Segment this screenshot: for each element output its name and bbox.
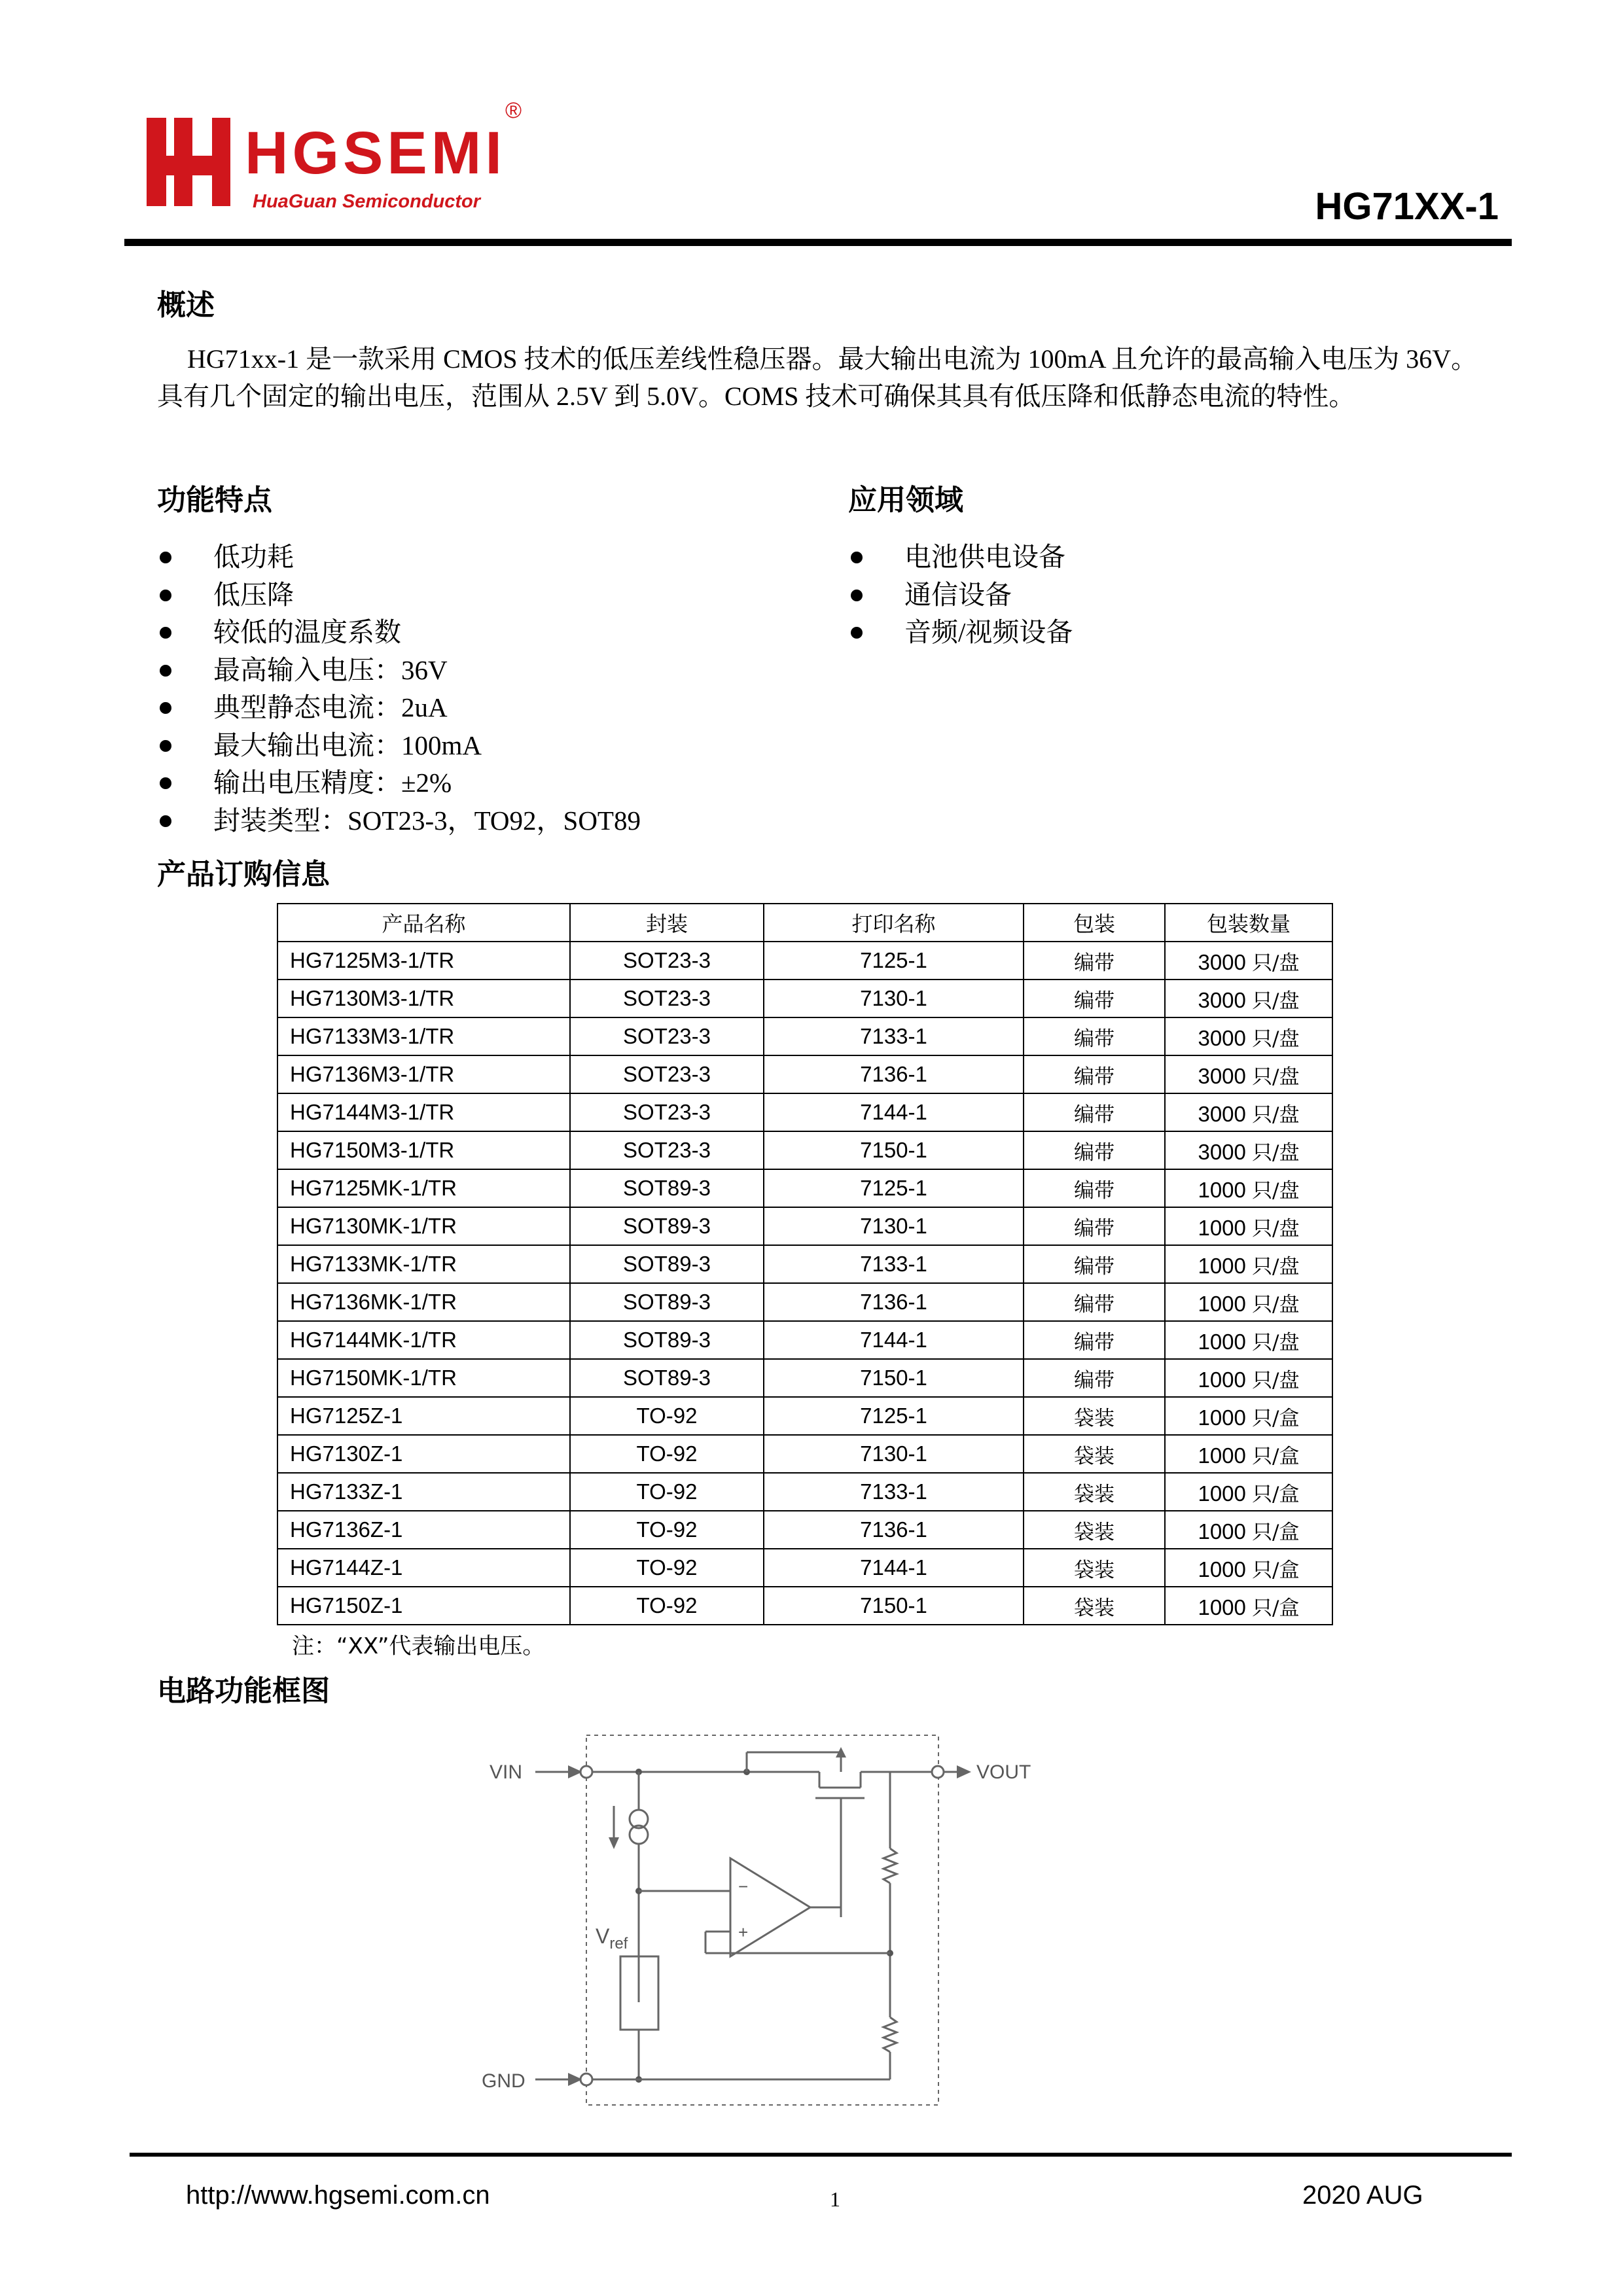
column-header: 产品名称 — [277, 904, 570, 942]
table-cell: HG7133M3-1/TR — [277, 1017, 570, 1055]
logo-bar-left — [147, 118, 166, 206]
table-cell: 7144-1 — [764, 1321, 1024, 1359]
table-cell: 编带 — [1024, 1017, 1165, 1055]
quantity-value: 1000 — [1198, 1291, 1253, 1316]
application-item: 电池供电设备 — [848, 539, 1073, 576]
table-cell: 编带 — [1024, 1055, 1165, 1093]
quantity-value: 1000 — [1198, 1177, 1253, 1202]
table-cell: HG7133MK-1/TR — [277, 1245, 570, 1283]
table-row — [277, 1473, 1332, 1511]
feature-item: 较低的温度系数 — [157, 614, 641, 652]
table-cell: HG7136M3-1/TR — [277, 1055, 570, 1093]
table-cell: SOT23-3 — [570, 1055, 764, 1093]
table-cell: 袋装 — [1024, 1549, 1165, 1587]
table-cell: 袋装 — [1024, 1511, 1165, 1549]
table-cell: 编带 — [1024, 1207, 1165, 1245]
quantity-value: 1000 — [1198, 1557, 1253, 1581]
logo-subtitle: HuaGuan Semiconductor — [253, 191, 481, 212]
registered-mark: ® — [505, 98, 522, 123]
table-cell: 7125-1 — [764, 942, 1024, 980]
table-cell: 编带 — [1024, 980, 1165, 1017]
quantity-unit: 只/盒 — [1252, 1482, 1300, 1506]
amp-minus-label: − — [738, 1877, 749, 1896]
column-header: 包装数量 — [1165, 904, 1332, 942]
quantity-unit: 只/盘 — [1252, 1368, 1300, 1392]
table-cell — [1165, 1511, 1332, 1549]
table-row — [277, 1207, 1332, 1245]
applications-list — [848, 539, 1073, 652]
table-cell: HG7130MK-1/TR — [277, 1207, 570, 1245]
table-cell: SOT23-3 — [570, 1131, 764, 1169]
table-cell: 7150-1 — [764, 1587, 1024, 1625]
logo-brand-text: HGSEMI — [245, 120, 506, 186]
table-cell: HG7125Z-1 — [277, 1397, 570, 1435]
table-cell — [1165, 1473, 1332, 1511]
feature-item: 最大输出电流：100mA — [157, 727, 641, 765]
table-cell: 7133-1 — [764, 1245, 1024, 1283]
table-cell: SOT89-3 — [570, 1321, 764, 1359]
table-cell: TO-92 — [570, 1549, 764, 1587]
gnd-label: GND — [482, 2070, 526, 2092]
quantity-unit: 只/盒 — [1252, 1406, 1300, 1430]
quantity-value: 1000 — [1198, 1405, 1253, 1430]
overview-heading: 概述 — [157, 289, 215, 322]
table-row — [277, 1055, 1332, 1093]
table-cell: 编带 — [1024, 1359, 1165, 1397]
table-cell: HG7150Z-1 — [277, 1587, 570, 1625]
table-cell: HG7125MK-1/TR — [277, 1169, 570, 1207]
table-cell: HG7130M3-1/TR — [277, 980, 570, 1017]
table-cell: TO-92 — [570, 1397, 764, 1435]
table-row — [277, 942, 1332, 980]
quantity-unit: 只/盒 — [1252, 1444, 1300, 1468]
table-cell — [1165, 1397, 1332, 1435]
table-cell: SOT23-3 — [570, 942, 764, 980]
bullet-icon — [160, 815, 171, 827]
quantity-unit: 只/盘 — [1252, 1178, 1300, 1203]
table-cell: TO-92 — [570, 1473, 764, 1511]
logo-bar-join — [166, 156, 174, 175]
table-cell: HG7136Z-1 — [277, 1511, 570, 1549]
quantity-unit: 只/盘 — [1252, 1103, 1300, 1127]
vin-label: VIN — [490, 1761, 523, 1783]
footer-divider — [130, 2153, 1512, 2157]
page-number: 1 — [830, 2187, 840, 2211]
table-row — [277, 1397, 1332, 1435]
quantity-value: 1000 — [1198, 1253, 1253, 1278]
table-row — [277, 1169, 1332, 1207]
table-cell: 编带 — [1024, 1283, 1165, 1321]
table-header-row — [277, 904, 1332, 942]
feature-item: 典型静态电流：2uA — [157, 689, 641, 727]
table-cell: 7125-1 — [764, 1397, 1024, 1435]
bullet-icon — [851, 590, 863, 601]
quantity-value: 1000 — [1198, 1367, 1253, 1392]
quantity-value: 3000 — [1198, 1139, 1253, 1164]
table-cell: 7133-1 — [764, 1017, 1024, 1055]
table-cell: 袋装 — [1024, 1587, 1165, 1625]
table-cell — [1165, 1587, 1332, 1625]
quantity-unit: 只/盘 — [1252, 1140, 1300, 1165]
bullet-icon — [160, 665, 171, 677]
quantity-value: 3000 — [1198, 1063, 1253, 1088]
table-row — [277, 980, 1332, 1017]
logo-bar-cross — [192, 156, 212, 175]
table-cell: 袋装 — [1024, 1473, 1165, 1511]
table-cell — [1165, 1321, 1332, 1359]
resistor-top-icon — [883, 1848, 897, 1883]
table-cell: HG7150M3-1/TR — [277, 1131, 570, 1169]
table-row — [277, 1131, 1332, 1169]
bullet-icon — [160, 552, 171, 563]
quantity-unit: 只/盘 — [1252, 1065, 1300, 1089]
bullet-icon — [851, 552, 863, 563]
quantity-unit: 只/盘 — [1252, 1027, 1300, 1051]
quantity-value: 1000 — [1198, 1481, 1253, 1506]
quantity-unit: 只/盒 — [1252, 1558, 1300, 1582]
table-cell: 7130-1 — [764, 1207, 1024, 1245]
table-cell — [1165, 1169, 1332, 1207]
feature-item: 低压降 — [157, 576, 641, 614]
table-cell: SOT89-3 — [570, 1283, 764, 1321]
quantity-unit: 只/盘 — [1252, 951, 1300, 975]
table-cell — [1165, 1017, 1332, 1055]
quantity-unit: 只/盒 — [1252, 1520, 1300, 1544]
table-row — [277, 1017, 1332, 1055]
table-body — [277, 942, 1332, 1625]
table-row — [277, 1321, 1332, 1359]
table-cell: SOT89-3 — [570, 1169, 764, 1207]
table-cell: HG7136MK-1/TR — [277, 1283, 570, 1321]
features-list — [157, 539, 641, 839]
table-cell — [1165, 1131, 1332, 1169]
table-row — [277, 1245, 1332, 1283]
table-cell — [1165, 1359, 1332, 1397]
feature-item: 最高输入电压：36V — [157, 652, 641, 690]
table-row — [277, 1283, 1332, 1321]
bullet-icon — [160, 702, 171, 714]
company-logo — [147, 98, 533, 222]
table-cell: 袋装 — [1024, 1435, 1165, 1473]
table-row — [277, 1511, 1332, 1549]
vout-arrow-icon — [957, 1765, 971, 1778]
logo-bar-mid — [174, 118, 192, 206]
quantity-value: 3000 — [1198, 949, 1253, 974]
table-cell: 7136-1 — [764, 1283, 1024, 1321]
table-note: 注：“XX”代表输出电压。 — [292, 1633, 545, 1659]
resistor-bottom-icon — [883, 2017, 897, 2052]
table-row — [277, 1549, 1332, 1587]
quantity-unit: 只/盘 — [1252, 989, 1300, 1013]
bullet-icon — [160, 777, 171, 789]
table-cell: 7144-1 — [764, 1093, 1024, 1131]
table-cell: HG7144MK-1/TR — [277, 1321, 570, 1359]
table-cell: 7150-1 — [764, 1131, 1024, 1169]
block-diagram-heading: 电路功能框图 — [157, 1674, 330, 1708]
table-cell: TO-92 — [570, 1587, 764, 1625]
table-cell: TO-92 — [570, 1511, 764, 1549]
table-cell: 7144-1 — [764, 1549, 1024, 1587]
feature-item: 输出电压精度：±2% — [157, 764, 641, 802]
table-cell: HG7144M3-1/TR — [277, 1093, 570, 1131]
table-cell: HG7125M3-1/TR — [277, 942, 570, 980]
table-cell: 7136-1 — [764, 1055, 1024, 1093]
table-cell: 编带 — [1024, 1093, 1165, 1131]
gnd-pin — [580, 2074, 592, 2085]
block-diagram — [471, 1727, 1060, 2113]
table-cell: 7130-1 — [764, 980, 1024, 1017]
table-cell — [1165, 942, 1332, 980]
current-arrow-icon — [609, 1837, 619, 1849]
table-cell — [1165, 1245, 1332, 1283]
table-cell — [1165, 1093, 1332, 1131]
table-cell: TO-92 — [570, 1435, 764, 1473]
table-cell — [1165, 980, 1332, 1017]
table-cell — [1165, 1435, 1332, 1473]
footer-date: 2020 AUG — [1302, 2181, 1423, 2210]
quantity-value: 1000 — [1198, 1443, 1253, 1468]
application-item: 通信设备 — [848, 576, 1073, 614]
table-cell — [1165, 1055, 1332, 1093]
document-title: HG71XX-1 — [1315, 185, 1499, 228]
table-cell: 袋装 — [1024, 1397, 1165, 1435]
table-cell: SOT89-3 — [570, 1359, 764, 1397]
table-cell: 编带 — [1024, 1131, 1165, 1169]
quantity-value: 3000 — [1198, 1101, 1253, 1126]
quantity-value: 1000 — [1198, 1329, 1253, 1354]
table-cell: 7133-1 — [764, 1473, 1024, 1511]
bullet-icon — [160, 627, 171, 639]
amp-plus-label: + — [738, 1922, 749, 1942]
table-cell: 7150-1 — [764, 1359, 1024, 1397]
table-cell: HG7133Z-1 — [277, 1473, 570, 1511]
quantity-unit: 只/盒 — [1252, 1596, 1300, 1620]
vin-pin — [580, 1766, 592, 1778]
application-item: 音频/视频设备 — [848, 614, 1073, 652]
table-cell: SOT89-3 — [570, 1207, 764, 1245]
header-divider — [124, 239, 1512, 246]
vout-pin — [932, 1766, 944, 1778]
table-cell: SOT89-3 — [570, 1245, 764, 1283]
quantity-value: 1000 — [1198, 1215, 1253, 1240]
applications-heading: 应用领域 — [848, 484, 963, 517]
bullet-icon — [160, 740, 171, 752]
features-heading: 功能特点 — [157, 484, 272, 517]
ordering-heading: 产品订购信息 — [157, 858, 330, 891]
quantity-unit: 只/盘 — [1252, 1292, 1300, 1316]
ordering-table — [277, 903, 1333, 1625]
table-cell: 编带 — [1024, 1169, 1165, 1207]
table-cell: HG7150MK-1/TR — [277, 1359, 570, 1397]
feature-item: 低功耗 — [157, 539, 641, 576]
vout-label: VOUT — [976, 1761, 1031, 1783]
table-cell: 7130-1 — [764, 1435, 1024, 1473]
table-cell: SOT23-3 — [570, 1017, 764, 1055]
quantity-unit: 只/盘 — [1252, 1254, 1300, 1279]
table-cell — [1165, 1549, 1332, 1587]
column-header: 封装 — [570, 904, 764, 942]
quantity-value: 3000 — [1198, 1025, 1253, 1050]
table-cell: 编带 — [1024, 1245, 1165, 1283]
table-cell: 7125-1 — [764, 1169, 1024, 1207]
overview-paragraph: HG71xx-1 是一款采用 CMOS 技术的低压差线性稳压器。最大输出电流为 100mA 且允许的最高输入电压为 36V。具有几个固定的输出电压，范围从 2.5V 到 5.0V。COMS 技术可确保其具有低压降和低静态电流的特性。 — [157, 344, 1478, 411]
quantity-value: 1000 — [1198, 1519, 1253, 1544]
column-header: 包装 — [1024, 904, 1165, 942]
footer-url[interactable]: http://www.hgsemi.com.cn — [186, 2181, 490, 2210]
table-cell: HG7130Z-1 — [277, 1435, 570, 1473]
bullet-icon — [160, 590, 171, 601]
vref-label: $V_{ref}$ — [596, 1924, 628, 1952]
table-cell: 7136-1 — [764, 1511, 1024, 1549]
logo-bar-right — [212, 118, 230, 206]
feature-item: 封装类型：SOT23-3，TO92，SOT89 — [157, 802, 641, 840]
column-header: 打印名称 — [764, 904, 1024, 942]
quantity-value: 3000 — [1198, 987, 1253, 1012]
bullet-icon — [851, 627, 863, 639]
quantity-unit: 只/盘 — [1252, 1216, 1300, 1241]
table-cell: SOT23-3 — [570, 1093, 764, 1131]
quantity-value: 1000 — [1198, 1595, 1253, 1619]
table-cell: HG7144Z-1 — [277, 1549, 570, 1587]
table-row — [277, 1093, 1332, 1131]
table-cell: 编带 — [1024, 942, 1165, 980]
table-row — [277, 1435, 1332, 1473]
table-cell: 编带 — [1024, 1321, 1165, 1359]
quantity-unit: 只/盘 — [1252, 1330, 1300, 1354]
table-cell — [1165, 1207, 1332, 1245]
table-cell: SOT23-3 — [570, 980, 764, 1017]
table-cell — [1165, 1283, 1332, 1321]
table-row — [277, 1587, 1332, 1625]
table-row — [277, 1359, 1332, 1397]
